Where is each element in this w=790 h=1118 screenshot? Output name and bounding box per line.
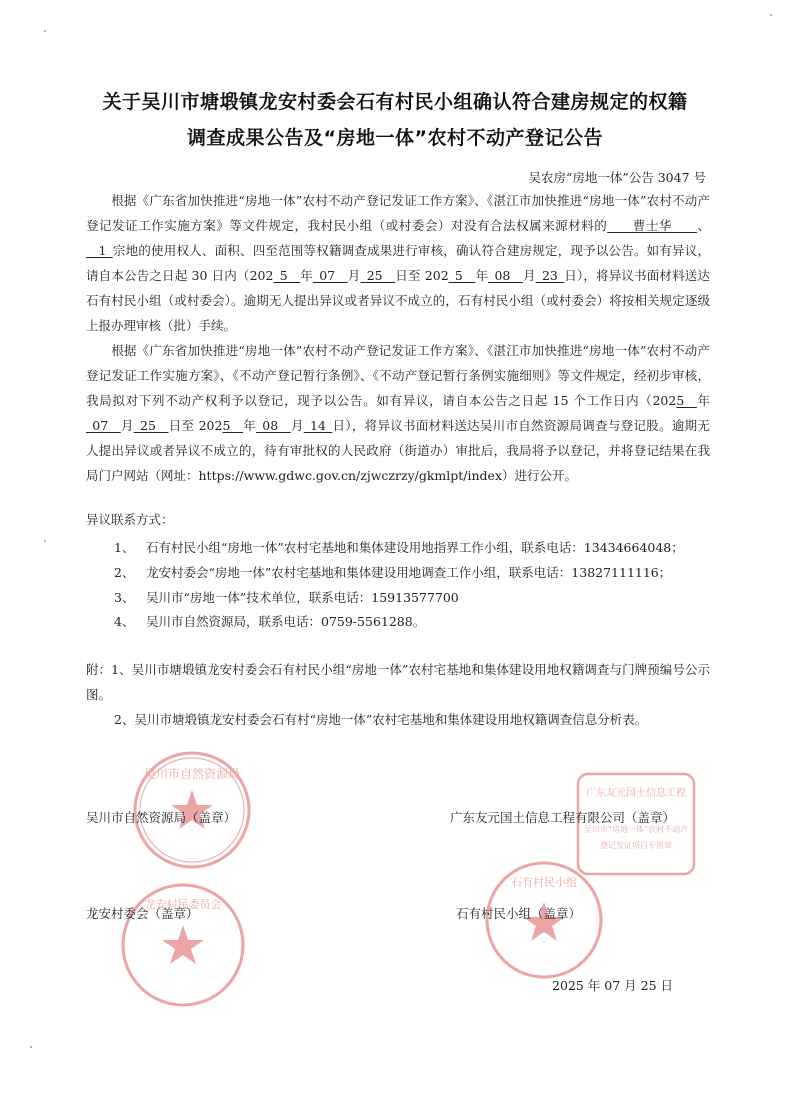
scan-speck bbox=[44, 30, 46, 32]
notice-date: 2025 年 07 月 25 日 bbox=[552, 978, 673, 993]
signature-village-committee: 龙安村委会（盖章） bbox=[86, 906, 199, 921]
svg-text:登记发证项目专用章: 登记发证项目专用章 bbox=[600, 841, 672, 850]
page-title bbox=[70, 84, 720, 156]
signature-bureau: 吴川市自然资源局（盖章） bbox=[86, 810, 237, 825]
svg-text:吴川市自然资源局: 吴川市自然资源局 bbox=[143, 767, 241, 781]
scan-speck bbox=[44, 540, 46, 542]
parcel-count: __1_ bbox=[86, 243, 113, 258]
paragraph-registration: 根据《广东省加快推进“房地一体”农村不动产登记发证工作方案》、《湛江市加快推进“房地一体”农村不动产登记发证工作实施方案》、《不动产登记暂行条例》、《不动产登记暂行条例实施细则》等文件规定，经初步审核，我局拟对下列不动产权利予以登记，现予以公告。如有异议，请自本公告之日起 15 个工作日内（2025__年_07__月_25__日至 2025__年_08__月_14_日），将异议书面材料送达吴川市自然资源局调查与登记股。逾期无人提出异议或者异议不成立的，待有审批权的人民政府（街道办）审批后，我局将予以登记，并将登记结果在我局门户网站（网址：https://www.gdwc.gov.cn/zjwczrzy/gkmlpt/index）进行公开。 bbox=[86, 343, 710, 483]
svg-text:广东友元国土信息工程: 广东友元国土信息工程 bbox=[586, 788, 686, 799]
document-number: 吴农房“房地一体”公告 3047 号 bbox=[528, 170, 706, 185]
contact-item: 3、 吴川市“房地一体”技术单位，联系电话：15913577700 bbox=[114, 590, 459, 605]
attachment-1: 附：1、吴川市塘塅镇龙安村委会石有村民小组“房地一体”农村宅基地和集体建设用地权籍调查与门牌预编号公示图。 bbox=[86, 662, 710, 702]
svg-text:龙安村民委员会: 龙安村民委员会 bbox=[144, 898, 222, 911]
contact-heading: 异议联系方式： bbox=[86, 512, 174, 527]
contact-item: 1、 石有村民小组“房地一体”农村宅基地和集体建设用地指界工作小组，联系电话：13434664048； bbox=[114, 540, 684, 555]
scan-speck bbox=[30, 1046, 32, 1048]
scan-speck bbox=[770, 14, 772, 16]
paragraph-property-survey: 根据《广东省加快推进“房地一体”农村不动产登记发证工作方案》、《湛江市加快推进“房地一体”农村不动产登记发证工作实施方案》等文件规定，我村民小组（或村委会）对没有合法权属来源材料的____曹士华____、__1_宗地的使用权人、面积、四至范围等权籍调查成果进行审核，确认符合建房规定，现予以公告。如有异议，请自本公告之日起 30 日内（202_5__年_07__月_25__日至 202_5__年_08__月_23_日），将异议书面材料送达石有村民小组（或村委会）。逾期无人提出异议或者异议不成立的，石有村民小组（或村委会）将按相关规定逐级上报办理审核（批）手续。 bbox=[86, 193, 710, 333]
attachment-2: 2、吴川市塘塅镇龙安村委会石有村“房地一体”农村宅基地和集体建设用地权籍调查信息分析表。 bbox=[114, 712, 648, 727]
contact-item: 2、 龙安村委会“房地一体”农村宅基地和集体建设用地调查工作小组，联系电话：13827111116； bbox=[114, 565, 672, 580]
signature-village-group: 石有村民小组（盖章） bbox=[456, 906, 582, 921]
village-committee-seal bbox=[118, 880, 248, 1010]
signature-company: 广东友元国土信息工程有限公司（盖章） bbox=[450, 810, 676, 825]
title-line-2: 调查成果公告及“房地一体”农村不动产登记公告 bbox=[187, 127, 603, 149]
contact-item: 4、 吴川市自然资源局，联系电话：0759-5561288。 bbox=[114, 614, 426, 629]
title-line-1: 关于吴川市塘塅镇龙安村委会石有村民小组确认符合建房规定的权籍 bbox=[102, 91, 688, 113]
owner-name: ____曹士华____ bbox=[607, 218, 697, 233]
svg-text:石有村民小组: 石有村民小组 bbox=[511, 876, 577, 889]
svg-text:吴川市“房地一体”农村不动产: 吴川市“房地一体”农村不动产 bbox=[583, 825, 689, 834]
